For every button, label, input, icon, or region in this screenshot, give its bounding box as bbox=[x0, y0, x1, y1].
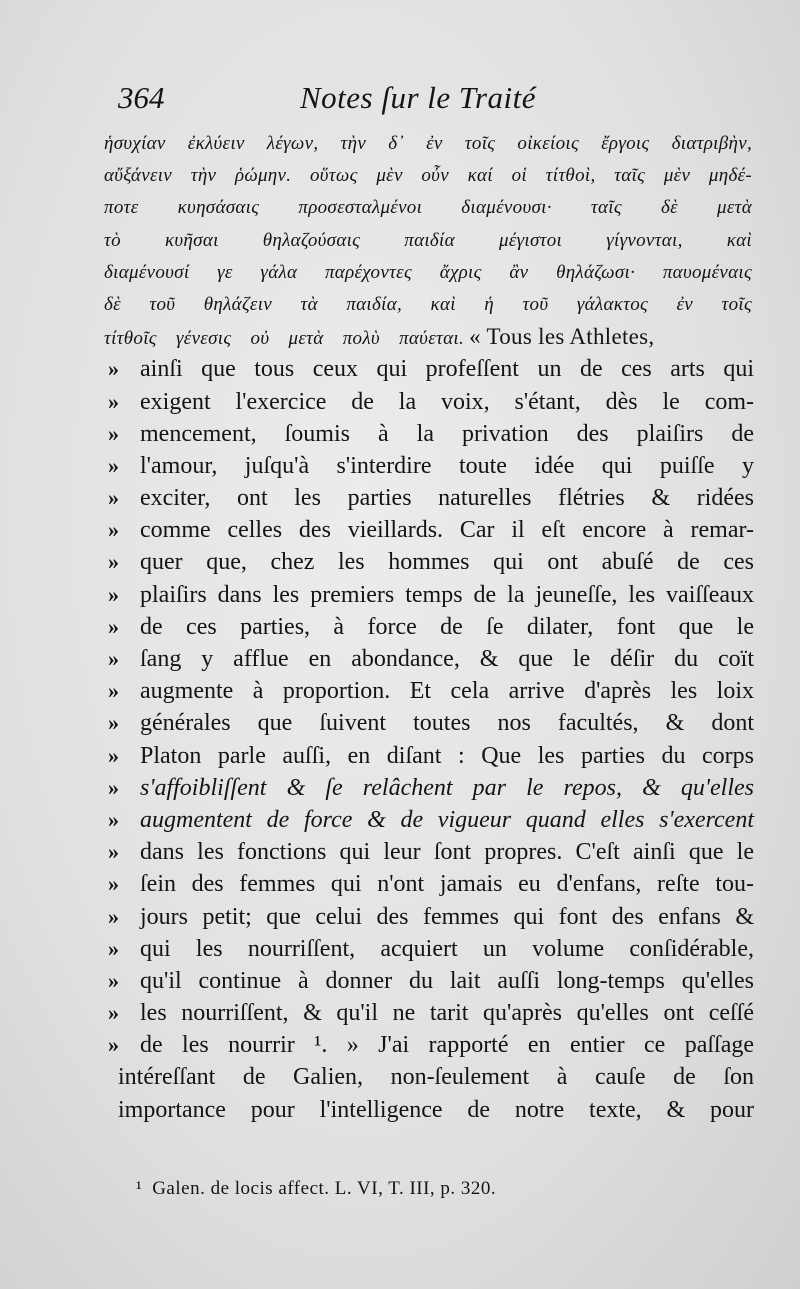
plain-line bbox=[100, 1061, 760, 1093]
quoted-passage bbox=[100, 353, 760, 1061]
quoted-line bbox=[100, 997, 760, 1029]
quoted-line-text: exciter, ont les parties naturelles flétries & ridées bbox=[140, 485, 754, 512]
quoted-line-text: Platon parle auſſi, en diſant : Que les parties du corps bbox=[140, 742, 754, 769]
quoted-line-text: plaiſirs dans les premiers temps de la jeuneſſe, les vaiſſeaux bbox=[140, 581, 754, 608]
quoted-line-text: jours petit; que celui des femmes qui font des enfans & bbox=[140, 903, 754, 930]
greek-line-text: δὲ τοῦ θηλάζειν τὰ παιδία, καὶ ἡ τοῦ γάλακτος ἐν τοῖς bbox=[104, 293, 752, 315]
page-number: 364 bbox=[118, 80, 165, 115]
quoted-line bbox=[100, 546, 760, 578]
guillemet-mark: » bbox=[108, 903, 119, 929]
guillemet-mark: » bbox=[108, 646, 119, 671]
plain-line-text: intéreſſant de Galien, non-ſeulement à cauſe de ſon bbox=[118, 1064, 754, 1091]
greek-line-text: τὸ κυῆσαι θηλαζούσαις παιδία μέγιστοι γίγνονται, καὶ bbox=[104, 229, 752, 251]
greek-line-text: ποτε κυησάσαις προσεσταλμένοι διαμένουσι· ταῖς δὲ μετὰ bbox=[104, 197, 752, 219]
guillemet-mark: » bbox=[108, 388, 119, 414]
quoted-line bbox=[100, 353, 760, 385]
quoted-line bbox=[100, 965, 760, 997]
quoted-line-text: quer que, chez les hommes qui ont abuſé de ces bbox=[140, 549, 754, 576]
guillemet-mark: » bbox=[108, 967, 119, 993]
quoted-line-text: de ces parties, à force de ſe dilater, font que le bbox=[140, 613, 754, 640]
guillemet-mark: » bbox=[108, 485, 119, 511]
guillemet-mark: » bbox=[108, 549, 119, 575]
quoted-line bbox=[100, 675, 760, 707]
quoted-line bbox=[100, 868, 760, 900]
quoted-line-text: augmente à proportion. Et cela arrive d'après les loix bbox=[140, 678, 754, 705]
guillemet-mark: » bbox=[108, 871, 119, 897]
quoted-line bbox=[100, 933, 760, 965]
quoted-line bbox=[100, 740, 760, 772]
plain-line bbox=[100, 1094, 760, 1126]
quoted-line bbox=[100, 579, 760, 611]
quoted-line-text: ſein des femmes qui n'ont jamais eu d'enfans, reſte tou- bbox=[140, 871, 754, 898]
quoted-line-text: qui les nourriſſent, acquiert un volume conſidérable, bbox=[140, 935, 754, 962]
quoted-line-text: augmentent de force & de vigueur quand elles s'exercent bbox=[140, 806, 754, 833]
quoted-line bbox=[100, 836, 760, 868]
greek-line-text: ἡσυχίαν ἐκλύειν λέγων, τὴν δ᾽ ἐν τοῖς οἰκείοις ἔργοις διατριβὴν, bbox=[104, 133, 752, 154]
guillemet-mark: » bbox=[108, 452, 119, 478]
greek-line bbox=[100, 225, 760, 257]
quoted-line bbox=[100, 418, 760, 450]
guillemet-mark: » bbox=[108, 517, 119, 543]
guillemet-mark: » bbox=[108, 839, 119, 865]
guillemet-mark: » bbox=[108, 742, 119, 768]
mixed-line bbox=[100, 321, 760, 353]
mixed-line-greek: τίτθοῖς γένεσις οὐ μετὰ πολὺ παύεται. bbox=[104, 328, 464, 350]
footnote-text: Galen. de locis affect. L. VI, T. III, p. 320. bbox=[152, 1178, 497, 1199]
quoted-line-text: dans les fonctions qui leur ſont propres. C'eſt ainſi que le bbox=[140, 839, 754, 866]
quoted-line bbox=[100, 901, 760, 933]
quoted-line-text: mencement, ſoumis à la privation des plaiſirs de bbox=[140, 420, 754, 447]
guillemet-mark: » bbox=[108, 1032, 119, 1058]
quoted-line-text: comme celles des vieillards. Car il eſt encore à remar- bbox=[140, 517, 754, 544]
greek-line bbox=[100, 128, 760, 160]
guillemet-mark: » bbox=[108, 581, 119, 607]
quoted-line-text: s'affoibliſſent & ſe relâchent par le repos, & qu'elles bbox=[140, 774, 754, 801]
body-text bbox=[100, 128, 760, 1126]
guillemet-mark: » bbox=[108, 774, 119, 800]
guillemet-mark: » bbox=[108, 1000, 119, 1026]
quoted-line bbox=[100, 772, 760, 804]
quoted-line bbox=[100, 707, 760, 739]
footnote-marker: ¹ bbox=[136, 1178, 143, 1199]
guillemet-mark: » bbox=[108, 935, 119, 961]
quoted-line-text: les nourriſſent, & qu'il ne tarit qu'après qu'elles ont ceſſé bbox=[140, 1000, 754, 1027]
mixed-line-french: « Tous les Athletes, bbox=[469, 324, 655, 350]
quoted-line-text: générales que ſuivent toutes nos facultés, & dont bbox=[140, 710, 754, 737]
quoted-line bbox=[100, 514, 760, 546]
guillemet-mark: » bbox=[108, 420, 119, 446]
mixed-line-content bbox=[104, 321, 654, 355]
running-title: Notes ſur le Traité bbox=[300, 80, 536, 115]
greek-line bbox=[100, 289, 760, 321]
quoted-line bbox=[100, 1029, 760, 1061]
greek-line bbox=[100, 257, 760, 289]
quoted-line bbox=[100, 450, 760, 482]
quoted-line bbox=[100, 386, 760, 418]
quoted-line-text: exigent l'exercice de la voix, s'étant, dès le com- bbox=[140, 388, 754, 415]
page-header bbox=[118, 80, 758, 124]
greek-line-text: διαμένουσί γε γάλα παρέχοντες ἄχρις ἂν θηλάζωσι· παυομέναις bbox=[104, 261, 752, 283]
quoted-line-text: l'amour, juſqu'à s'interdire toute idée qui puiſſe y bbox=[140, 452, 754, 479]
quoted-line-text: qu'il continue à donner du lait auſſi long-temps qu'elles bbox=[140, 967, 754, 994]
guillemet-mark: » bbox=[108, 710, 119, 736]
greek-line-text: αὔξάνειν τὴν ῥώμην. οὕτως μὲν οὖν καί οἱ τίτθοὶ, ταῖς μὲν μηδέ- bbox=[104, 165, 752, 187]
quoted-line-text: ſang y afflue en abondance, & que le déſir du coït bbox=[140, 646, 754, 672]
guillemet-mark: » bbox=[108, 678, 119, 704]
guillemet-mark: » bbox=[108, 613, 119, 639]
plain-line-text: importance pour l'intelligence de notre texte, & pour bbox=[118, 1096, 754, 1123]
quoted-line bbox=[100, 611, 760, 643]
greek-line bbox=[100, 160, 760, 192]
quoted-line-text: de les nourrir ¹. » J'ai rapporté en entier ce paſſage bbox=[140, 1032, 754, 1059]
quoted-line bbox=[100, 643, 760, 675]
quoted-line-text: ainſi que tous ceux qui profeſſent un de ces arts qui bbox=[140, 356, 754, 383]
footnote bbox=[136, 1178, 496, 1200]
quoted-line bbox=[100, 482, 760, 514]
greek-line bbox=[100, 192, 760, 224]
quoted-line bbox=[100, 804, 760, 836]
guillemet-mark: » bbox=[108, 356, 119, 382]
guillemet-mark: » bbox=[108, 806, 119, 832]
